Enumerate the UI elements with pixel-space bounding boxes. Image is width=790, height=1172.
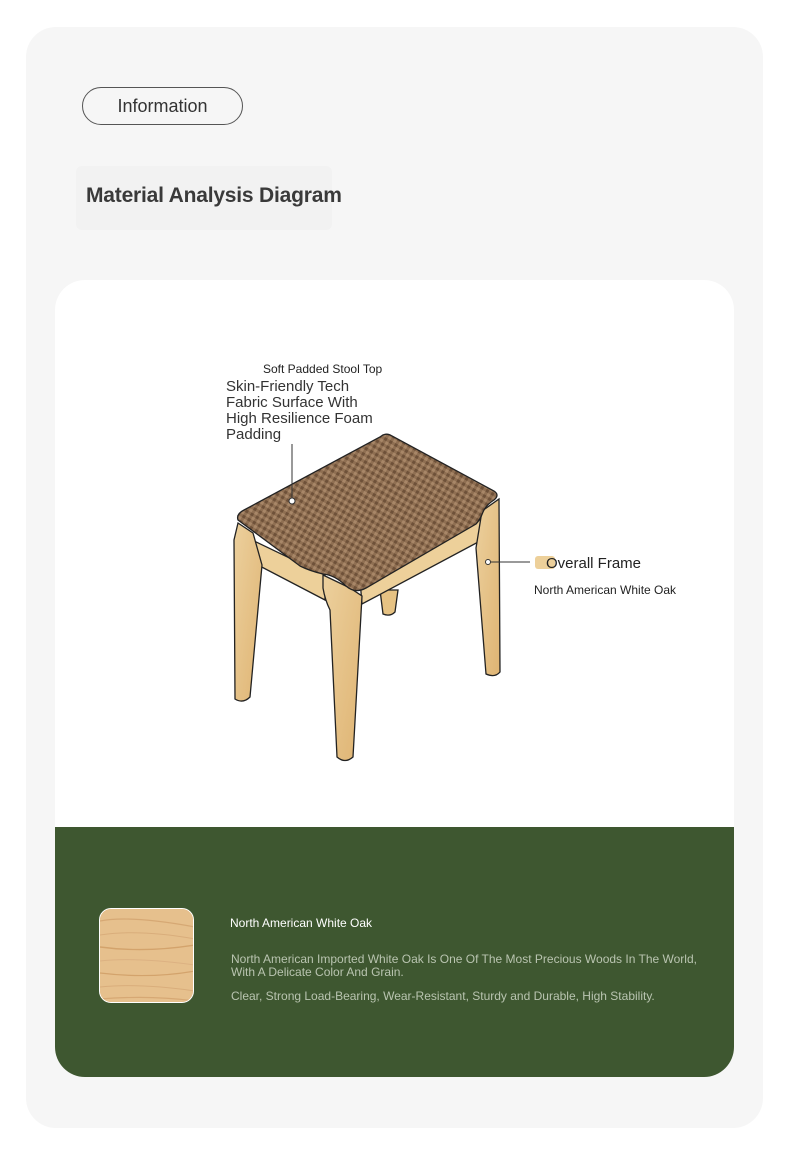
stool-top-description: Skin-Friendly Tech Fabric Surface With High Resilience Foam Padding bbox=[226, 378, 373, 443]
material-features: Clear, Strong Load-Bearing, Wear-Resistant, Sturdy and Durable, High Stability. bbox=[231, 989, 655, 1003]
material-name: North American White Oak bbox=[230, 916, 373, 930]
top-marker bbox=[289, 498, 295, 504]
information-label: Information bbox=[117, 95, 208, 116]
leg-front bbox=[323, 575, 362, 761]
frame-marker bbox=[486, 560, 491, 565]
frame-material-label: North American White Oak bbox=[534, 583, 677, 597]
leg-left bbox=[234, 523, 262, 701]
page-title: Material Analysis Diagram bbox=[86, 184, 342, 207]
leg-right bbox=[476, 499, 500, 676]
back-leg-right bbox=[380, 590, 398, 615]
oak-sample-image bbox=[99, 908, 194, 1003]
frame-label: Overall Frame bbox=[546, 555, 642, 572]
material-description: North American Imported White Oak Is One Of The Most Precious Woods In The World, With A Delicate Color And Grain. bbox=[231, 952, 697, 979]
stool-top-label: Soft Padded Stool Top bbox=[263, 362, 383, 376]
